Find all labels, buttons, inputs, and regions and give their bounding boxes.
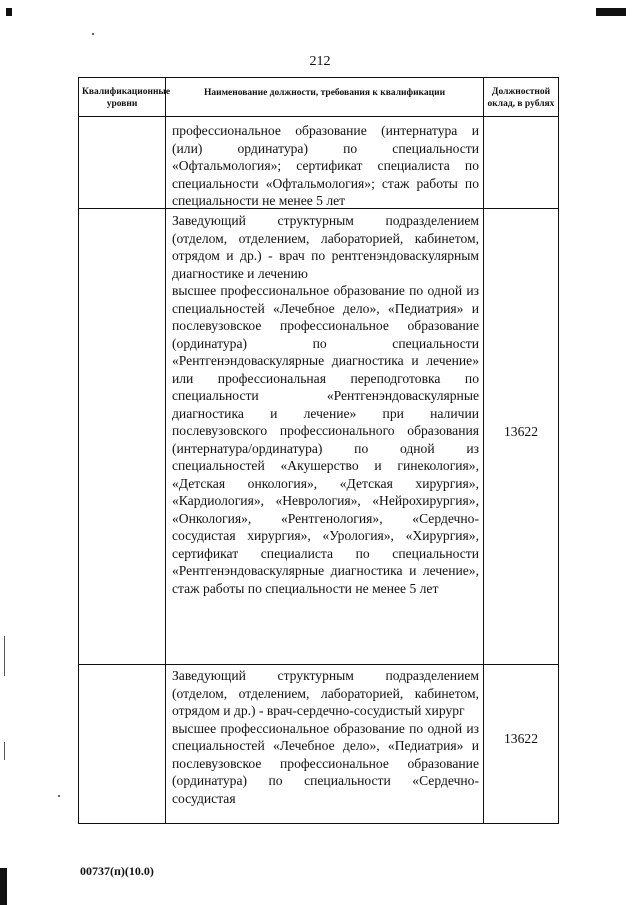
row3-salary: 13622: [504, 731, 538, 746]
row3-position-title: Заведующий структурным подразделением (отделом, отделением, лабораторией, кабинетом, отрядом и др.) - врач-сердечно-сосудистый хирург: [172, 668, 479, 718]
row1-requirements-text: профессиональное образование (интернатура и (или) ординатура) по специальности «Офтальмология»; сертификат специалиста по специальности «Офтальмология»; стаж работы по специальности не менее 5 лет: [172, 123, 479, 208]
scan-edge-mark-top-left: [6, 8, 12, 16]
document-code: 00737(п)(10.0): [80, 864, 154, 878]
row2-level-cell: [79, 209, 166, 665]
row3-position-block: [166, 665, 483, 823]
scan-speck: [92, 33, 94, 35]
scan-bracket-mark: [4, 742, 5, 760]
row2-salary: 13622: [504, 424, 538, 439]
row3-level-cell: [79, 665, 166, 824]
header-qualification-levels: Квалификационные уровни: [79, 78, 166, 117]
row2-position-block: [166, 209, 483, 601]
header-position-requirements: Наименование должности, требования к квалификации: [166, 78, 484, 117]
row2-requirements: высшее профессиональное образование по одной из специальностей «Лечебное дело», «Педиатрия» и послевузовское профессиональное образование (ординатура) по специальности «Рентгенэндоваскулярные диагностика и лечение» или профессиональная переподготовка по специальности «Рентгенэндоваскулярные диагностика и лечение» при наличии послевузовского профессионального образования (интернатура/ординатура) по одной из специальностей «Акушерство и гинекология», «Детская онкология», «Детская хирургия», «Кардиология», «Неврология», «Нейрохирургия», «Онкология», «Рентгенология», «Сердечно-сосудистая хирургия», «Урология», «Хирургия», сертификат специалиста по специальности «Рентгенэндоваскулярные диагностика и лечение», стаж работы по специальности не менее 5 лет: [172, 283, 479, 596]
table-row: [79, 665, 559, 824]
row2-position-title: Заведующий структурным подразделением (отделом, отделением, лабораторией, кабинетом, отрядом и др.) - врач по рентгенэндоваскулярным диагностике и лечению: [172, 213, 479, 281]
row1-salary-cell: [484, 117, 559, 209]
table-row: [79, 117, 559, 209]
qualification-table: [78, 77, 559, 824]
scan-speck: [58, 795, 60, 797]
table-row: [79, 209, 559, 665]
row3-requirements: высшее профессиональное образование по одной из специальностей «Лечебное дело», «Педиатрия» и послевузовское профессиональное образование (ординатура) по специальности «Сердечно-сосудистая: [172, 720, 479, 806]
scan-edge-mark-top-right: [596, 8, 626, 16]
row1-level-cell: [79, 117, 166, 209]
scan-bracket-mark: [4, 636, 5, 676]
page-number: 212: [309, 54, 331, 69]
scan-edge-mark-bottom-left: [0, 868, 7, 905]
table-header-row: [79, 78, 559, 117]
header-salary: Должностной оклад, в рублях: [484, 78, 559, 117]
